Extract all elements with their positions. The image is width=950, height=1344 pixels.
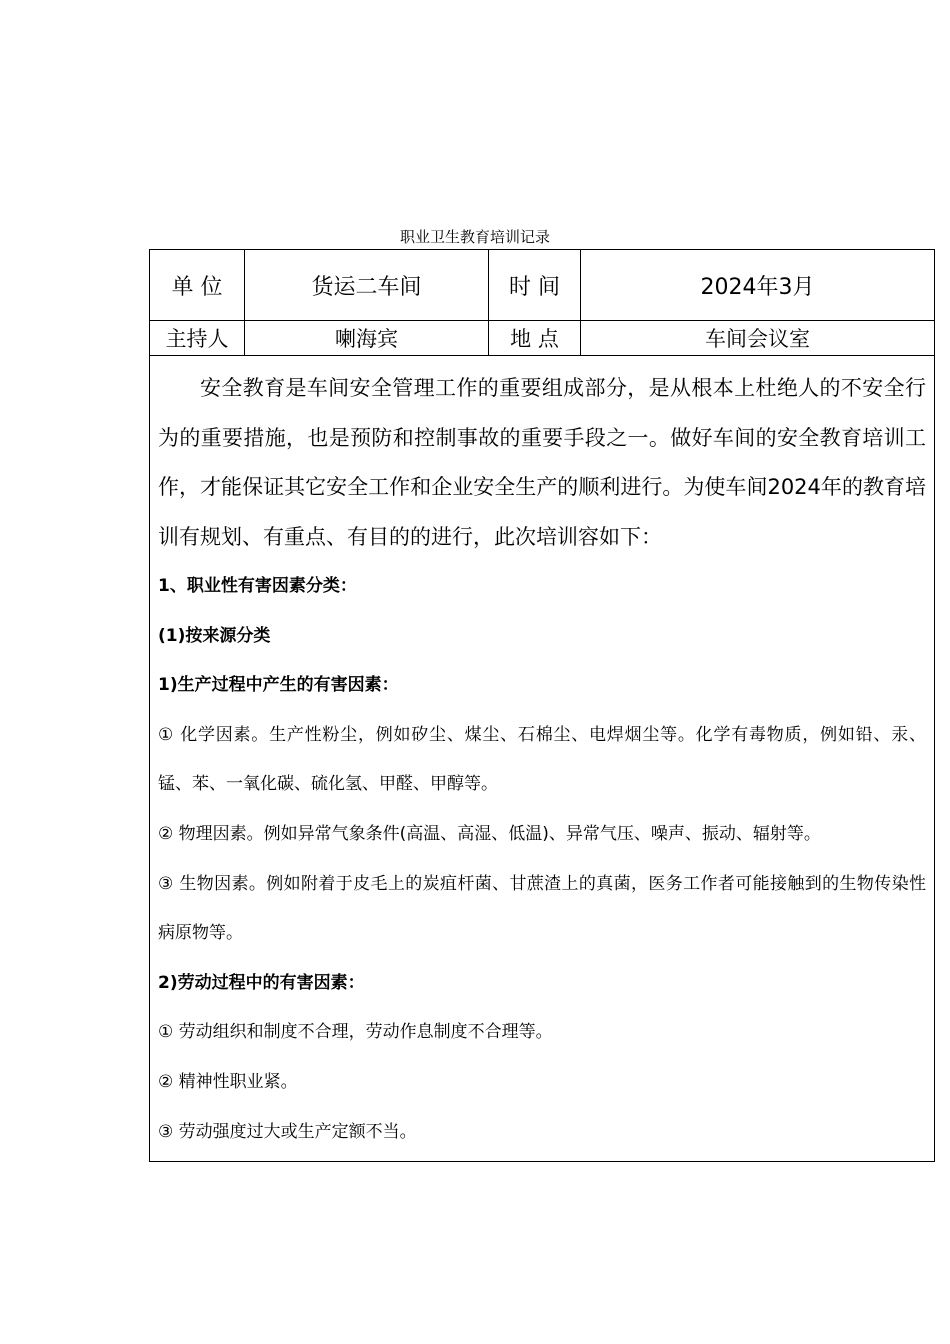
section-heading: 1、职业性有害因素分类：: [158, 576, 357, 596]
list-item-intensity: ③ 劳动强度过大或生产定额不当。: [158, 1121, 417, 1142]
place-value: 车间会议室: [581, 321, 935, 356]
list-item-chemical: ① 化学因素。生产性粉尘，例如矽尘、煤尘、石棉尘、电焊烟尘等。化学有毒物质，例如铅、汞、锰、苯、一氧化碳、硫化氢、甲醛、甲醇等。: [158, 724, 926, 795]
list-item-physical: ② 物理因素。例如异常气象条件(高温、高湿、低温)、异常气压、噪声、振动、辐射等。: [158, 823, 821, 844]
place-label: 地 点: [489, 321, 581, 356]
list-item-labor-org: ① 劳动组织和制度不合理，劳动作息制度不合理等。: [158, 1022, 553, 1043]
header-row-2: [150, 321, 935, 356]
content-row: [150, 356, 935, 1162]
list-item-mental: ② 精神性职业紧。: [158, 1071, 298, 1092]
time-label: 时 间: [489, 250, 581, 321]
content-cell: [150, 356, 935, 1162]
time-value: 2024年3月: [581, 250, 935, 321]
document-title: 职业卫生教育培训记录: [399, 228, 550, 246]
subsection-heading: (1)按来源分类: [158, 625, 271, 646]
list-item-biological: ③ 生物因素。例如附着于皮毛上的炭疽杆菌、甘蔗渣上的真菌，医务工作者可能接触到的生物传染性病原物等。: [158, 873, 926, 944]
subsubsection-heading: 1)生产过程中产生的有害因素：: [158, 675, 399, 696]
header-row-1: [150, 250, 935, 321]
intro-paragraph: 安全教育是车间安全管理工作的重要组成部分，是从根本上杜绝人的不安全行为的重要措施，也是预防和控制事故的重要手段之一。做好车间的安全教育培训工作，才能保证其它安全工作和企业安全生产的顺利进行。为使车间2024年的教育培训有规划、有重点、有目的的进行，此次培训容如下：: [158, 376, 926, 549]
unit-value: 货运二车间: [245, 250, 489, 321]
training-record-table: [149, 249, 935, 1162]
host-value: 喇海宾: [245, 321, 489, 356]
host-label: 主持人: [150, 321, 245, 356]
subsubsection-heading-2: 2)劳动过程中的有害因素：: [158, 972, 365, 993]
unit-label: 单 位: [150, 250, 245, 321]
